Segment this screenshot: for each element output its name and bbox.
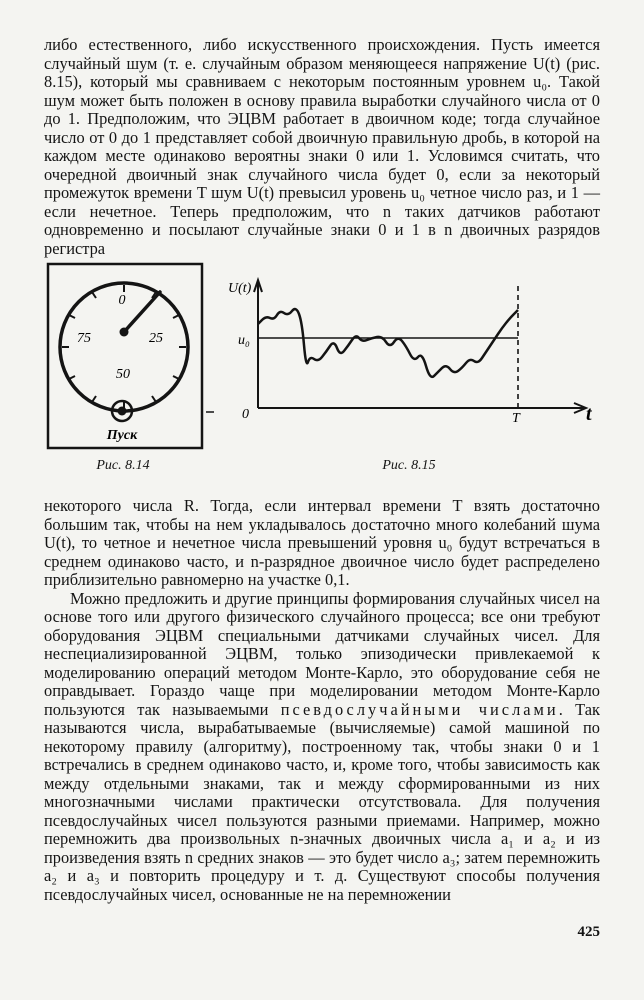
paragraph-text-2 [44,590,600,905]
dial-label-75: 75 [77,331,91,346]
figure-8-14-caption: Рис. 8.14 [96,458,150,473]
text-run: Можно предложить и другие принципы формирования случайных чисел на основе того или другого физического случайного процесса; все они требуют оборудования ЭЦВМ специальными датчиками случайных чисел. Для неспециализированной ЭЦВМ, только эпизодически привлекаемой к моделированию операций методом Монте-Карло, это оборудование себя не оправдывает. Гораздо чаще при моделировании методом Монте-Карло пользуются так называемыми [44,588,600,719]
dial-label-25: 25 [149,331,163,346]
level-label: u₀ [238,333,250,348]
noise-curve [258,309,518,377]
paragraph-top [44,36,600,258]
page-number: 425 [577,924,600,940]
dial-needle [124,292,160,332]
start-button-label: Пуск [106,428,138,443]
dial-label-0: 0 [118,293,126,308]
origin-label: 0 [242,407,249,422]
y-axis-label: U(t) [228,281,252,296]
figure-8-14 [46,262,216,452]
dial-label-50: 50 [116,367,130,382]
paragraph-bottom [44,497,600,904]
figure-8-15 [222,276,602,446]
figure-8-15-caption: Рис. 8.15 [382,458,436,473]
dial-pivot [120,328,129,337]
paragraph-text: некоторого числа R. Тогда, если интервал времени T взять достаточно большим так, чтобы на нем укладывалось достаточно много колебаний шума U(t), то четное и нечетное числа превышений уровня u₀ будут встречаться в среднем одинаково часто, и n-разрядное двоичное число будет распределено приблизительно равномерно на участке 0,1. [44,496,600,589]
t-label: T [512,411,520,426]
text-run: . Так называются числа, вырабатываемые (вычисляемые) самой машиной по некоторому правилу (алгоритму), построенному так, чтобы знаки 0 и 1 встречались в среднем одинаково часто, и, кроме того, чтобы зависимость как между отдельными знаками, так и между сформированными из них многозначными числами практически отсутствовала. Для получения псевдослучайных чисел пользуются разными приемами. Например, можно перемножить два произвольных n-значных двоичных числа a₁ и a₂ и из произведения взять n средних знаков — это будет число a₃; затем перемножить a₂ и a₃ и повторить процедуру и т. д. Существуют способы получения псевдослучайных чисел, основанные не на перемножении [44,699,600,904]
x-axis-label: t [586,403,592,425]
spaced-term: псевдослучайными числами [280,699,559,719]
start-button-dot [118,407,127,416]
paragraph-text: либо естественного, либо искусственного происхождения. Пусть имеется случайный шум (т. е. случайным образом меняющееся напряжение U(t) (рис. 8.15), который мы сравниваем с некоторым постоянным уровнем u₀. Такой шум может быть положен в основу правила выработки случайного числа от 0 до 1. Предположим, что ЭЦВМ работает в двоичном коде; тогда случайное число от 0 до 1 представляет собой двоичную правильную дробь, в которой на каждом месте одинаково вероятны знаки 0 или 1. Условимся считать, что очередной двоичный знак случайного числа будет 0, если за некоторый промежуток времени T шум U(t) превысил уровень u₀ четное число раз, и 1 — если нечетное. Теперь предположим, что n таких датчиков работают одновременно и посылают случайные знаки 0 и 1 в n двоичных разрядов регистра [44,35,600,258]
